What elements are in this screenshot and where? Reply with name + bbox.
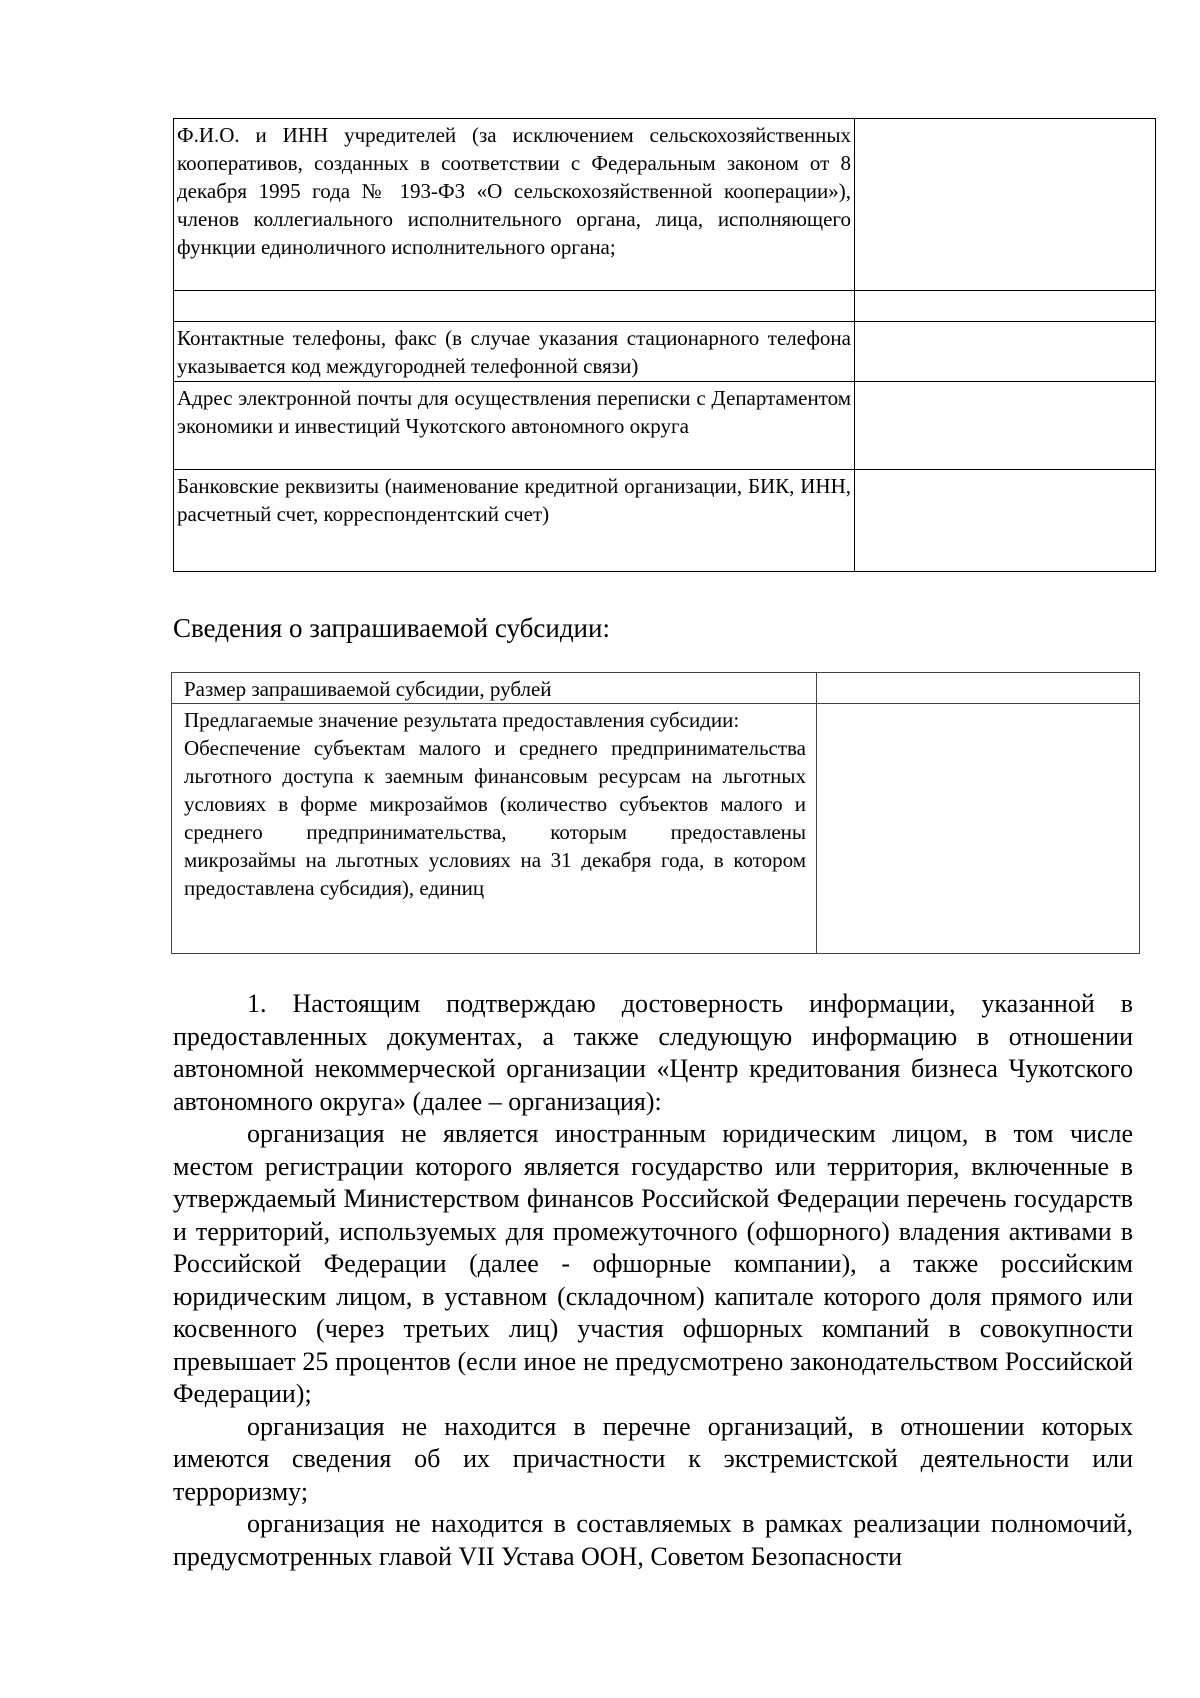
- declaration-text: [173, 988, 1133, 1573]
- applicant-info-table: [173, 118, 1156, 572]
- section-heading: Сведения о запрашиваемой субсидии:: [173, 613, 610, 643]
- table-row: [172, 704, 1140, 954]
- expected-result-description: Обеспечение субъектам малого и среднего предпринимательства льготного доступа к заемным финансовым ресурсам на льготных условиях в форме микрозаймов (количество субъектов малого и среднего предпринимательства, которым предоставлены микрозаймы на льготных условиях на 31 декабря года, в котором предоставлена субсидия), единиц: [184, 736, 806, 900]
- bank-details-value-cell[interactable]: [855, 470, 1156, 572]
- phones-value-cell[interactable]: [855, 322, 1156, 382]
- subsidy-amount-value-cell[interactable]: [817, 673, 1140, 704]
- table-row: [174, 322, 1156, 382]
- expected-result-label: [172, 704, 817, 954]
- empty-value-cell[interactable]: [855, 291, 1156, 322]
- email-value-cell[interactable]: [855, 382, 1156, 470]
- email-label: Адрес электронной почты для осуществления переписки с Департаментом экономики и инвестиций Чукотского автономного округа: [174, 382, 855, 470]
- declaration-paragraph: организация не находится в составляемых в рамках реализации полномочий, предусмотренных главой VII Устава ООН, Советом Безопасности: [173, 1509, 1133, 1571]
- table-row: [174, 119, 1156, 291]
- phones-label: Контактные телефоны, факс (в случае указания стационарного телефона указывается код междугородней телефонной связи): [174, 322, 855, 382]
- declaration-paragraph: организация не является иностранным юридическим лицом, в том числе местом регистрации которого является государство или территория, включенные в утверждаемый Министерством финансов Российской Федерации перечень государств и территорий, используемых для промежуточного (офшорного) владения активами в Российской Федерации (далее - офшорные компании), а также российским юридическим лицом, в уставном (складочном) капитале которого доля прямого или косвенного (через третьих лиц) участия офшорных компаний в совокупности превышает 25 процентов (если иное не предусмотрено законодательством Российской Федерации);: [173, 1119, 1133, 1408]
- expected-result-title: Предлагаемые значение результата предоставления субсидии:: [184, 708, 740, 732]
- table-row: [172, 673, 1140, 704]
- table-row: [174, 470, 1156, 572]
- subsidy-info-table: [171, 672, 1140, 954]
- subsidy-amount-label: Размер запрашиваемой субсидии, рублей: [172, 673, 817, 704]
- table-row: [174, 382, 1156, 470]
- declaration-paragraph: организация не находится в перечне организаций, в отношении которых имеются сведения об их причастности к экстремистской деятельности или терроризму;: [173, 1411, 1133, 1506]
- expected-result-value-cell[interactable]: [817, 704, 1140, 954]
- table-row: [174, 291, 1156, 322]
- declaration-paragraph: 1. Настоящим подтверждаю достоверность информации, указанной в предоставленных документах, а также следующую информацию в отношении автономной некоммерческой организации «Центр кредитования бизнеса Чукотского автономного округа» (далее – организация):: [173, 989, 1133, 1116]
- bank-details-label: Банковские реквизиты (наименование кредитной организации, БИК, ИНН, расчетный счет, корреспондентский счет): [174, 470, 855, 572]
- empty-label-cell: [174, 291, 855, 322]
- founders-value-cell[interactable]: [855, 119, 1156, 291]
- founders-label: Ф.И.О. и ИНН учредителей (за исключением сельскохозяйственных кооперативов, созданных в соответствии с Федеральным законом от 8 декабря 1995 года № 193-ФЗ «О сельскохозяйственной кооперации»), членов коллегиального исполнительного органа, лица, исполняющего функции единоличного исполнительного органа;: [174, 119, 855, 291]
